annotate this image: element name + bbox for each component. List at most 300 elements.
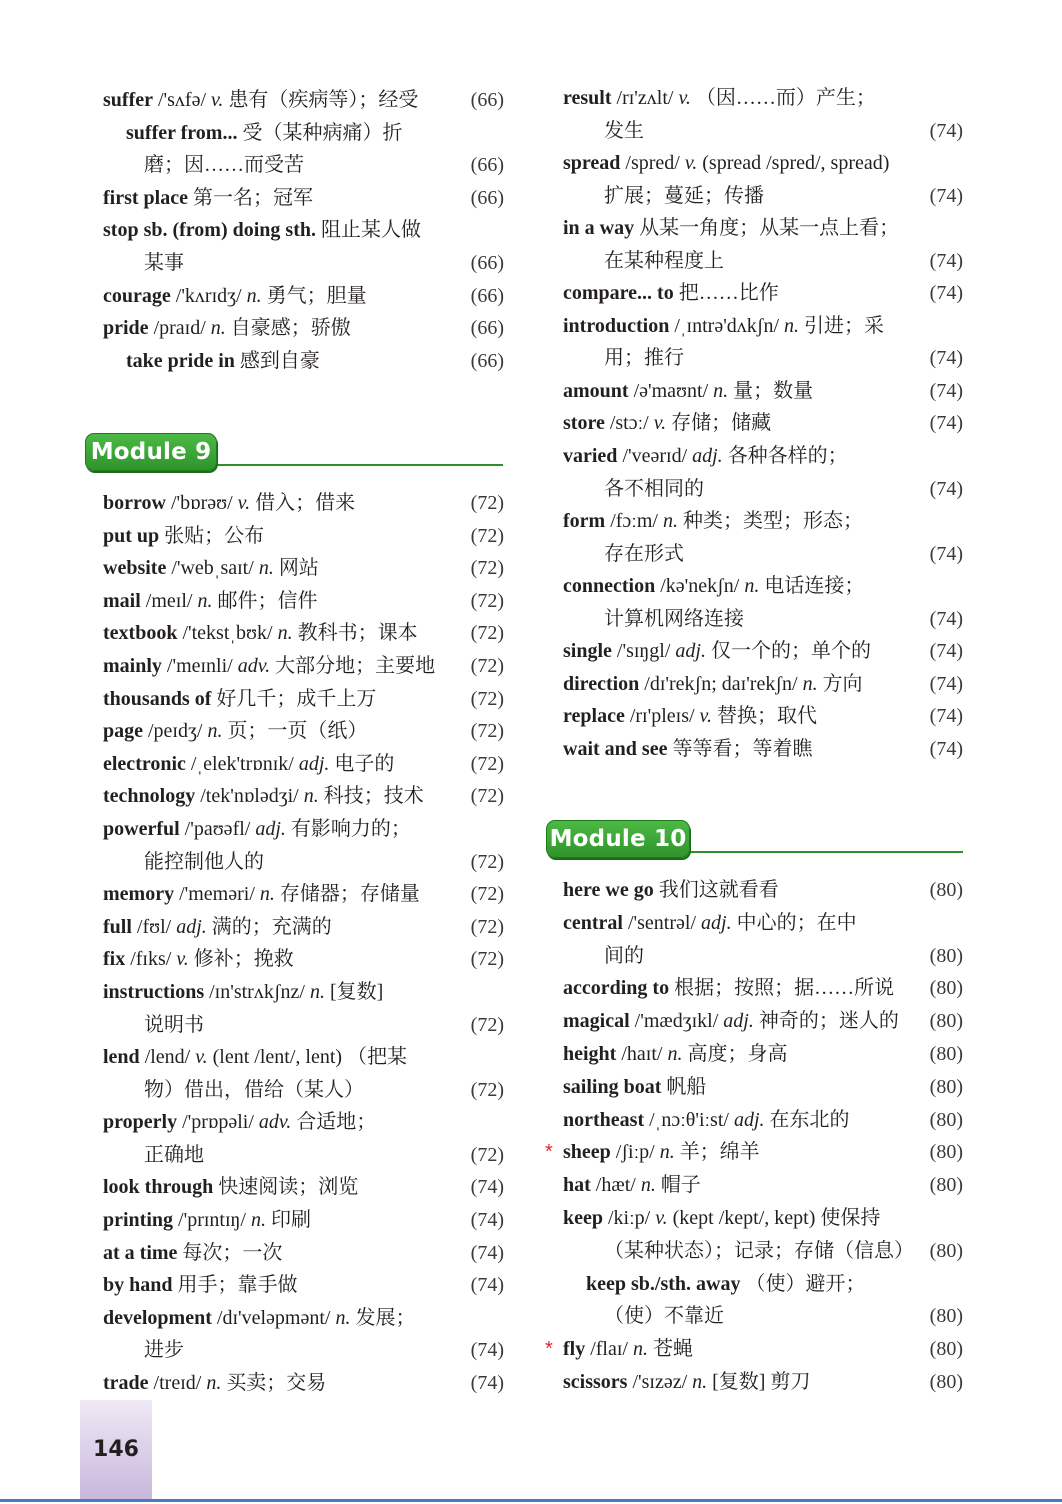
entry-text	[103, 214, 504, 247]
definition: 阻止某人做	[321, 219, 421, 242]
headword: sheep	[563, 1141, 611, 1164]
phonetic: /rɪ'pleɪs/	[629, 705, 695, 728]
headword: mainly	[103, 654, 162, 677]
headword: put up	[103, 524, 160, 547]
headword: by hand	[103, 1274, 173, 1297]
headword: instructions	[103, 980, 205, 1003]
module-badge	[85, 433, 217, 471]
phonetic: /fɪks/	[130, 948, 172, 971]
phonetic: /'veərɪd/	[622, 445, 688, 468]
vocab-entry	[563, 1071, 963, 1104]
module-header	[546, 820, 963, 856]
page-ref: (72)	[470, 752, 504, 775]
vocab-entry	[563, 212, 963, 245]
entry-text	[563, 635, 928, 668]
entry-text	[103, 487, 469, 520]
headword: page	[103, 720, 143, 743]
vocab-continuation	[563, 1300, 963, 1333]
headword: powerful	[103, 817, 180, 840]
vocab-subentry	[563, 1268, 963, 1301]
entry-text: * sheep /ʃiːp/ n. 羊；绵羊	[545, 1141, 760, 1164]
page-ref: (72)	[470, 1013, 504, 1036]
phonetic: /'bɒrəʊ/	[170, 492, 233, 514]
vocab-entry	[103, 617, 504, 650]
phonetic: /hæt/	[595, 1174, 636, 1197]
definition: 科技；技术	[323, 785, 424, 808]
entry-text	[103, 1171, 469, 1204]
entry-text	[144, 1139, 469, 1172]
vocab-entry	[563, 82, 963, 115]
part-of-speech: n.	[303, 785, 319, 808]
vocab-entry	[563, 1169, 963, 1202]
vocab-entry	[103, 813, 504, 846]
vocab-list	[563, 82, 963, 765]
page-ref: (74)	[470, 1372, 504, 1395]
definition: 从某一角度；从某一点上看；	[639, 217, 900, 240]
part-of-speech: v.	[678, 87, 691, 109]
headword: mail	[103, 589, 141, 612]
definition: 存在形式	[604, 542, 684, 565]
definition: 用手；靠手做	[177, 1274, 298, 1297]
page-ref: (80)	[929, 879, 963, 901]
phonetic: /ɪn'strʌkʃnz/	[209, 980, 305, 1003]
definition: [复数]	[329, 980, 384, 1003]
definition: 张贴；公布	[164, 524, 265, 547]
definition: 满的；充满的	[211, 915, 332, 938]
phonetic: /stɔː/	[609, 412, 649, 435]
definition: (kept /kept/, kept) 使保持	[672, 1206, 881, 1229]
page-ref: (80)	[929, 977, 963, 1000]
headword: wait and see	[563, 737, 668, 760]
page-ref: (74)	[929, 184, 963, 207]
entry-text	[103, 943, 469, 976]
headword: according to	[563, 977, 670, 1000]
headword: keep	[563, 1206, 603, 1229]
vocab-continuation	[563, 1235, 963, 1268]
page-ref: (80)	[929, 1141, 963, 1164]
vocab-entry	[103, 1106, 504, 1139]
part-of-speech: adv.	[258, 1111, 292, 1134]
entry-text	[563, 82, 963, 115]
part-of-speech: n.	[335, 1306, 351, 1329]
entry-text	[103, 878, 469, 911]
entry-text	[103, 976, 504, 1009]
definition: 各不相同的	[604, 477, 704, 500]
page-ref: (72)	[470, 850, 504, 873]
definition: 种类；类型；形态；	[682, 510, 863, 533]
phonetic: /lend/	[144, 1046, 191, 1069]
vocab-entry	[103, 1237, 504, 1270]
page-ref: (66)	[470, 349, 504, 372]
entry-text	[103, 280, 469, 313]
entry-text	[563, 700, 928, 733]
entry-text	[103, 1041, 504, 1074]
definition: 邮件；信件	[217, 589, 318, 612]
vocab-continuation	[563, 940, 963, 973]
headword: replace	[563, 705, 625, 728]
headword: central	[563, 911, 623, 934]
definition: 存储；储藏	[671, 412, 772, 435]
headword: lend	[103, 1046, 140, 1069]
phonetic: /ˌelek'trɒnɪk/	[190, 752, 294, 775]
definition: 用；推行	[604, 347, 684, 370]
part-of-speech: n.	[802, 672, 818, 695]
vocab-continuation	[103, 846, 504, 879]
vocab-entry	[545, 1136, 963, 1169]
vocab-entry	[563, 668, 963, 701]
definition: 帆船	[666, 1075, 707, 1098]
page-ref: (72)	[470, 524, 504, 547]
part-of-speech: v.	[176, 948, 189, 971]
page-ref: (74)	[929, 672, 963, 695]
definition: 发展；	[355, 1306, 416, 1329]
entry-text	[563, 407, 928, 440]
definition: 受（某种病痛）折	[242, 121, 403, 144]
page-ref: (66)	[470, 186, 504, 209]
entry-text	[563, 440, 963, 473]
definition: 中心的；在中	[736, 911, 857, 934]
headword: take pride in	[126, 349, 235, 372]
part-of-speech: n.	[692, 1370, 708, 1393]
entry-text	[103, 585, 469, 618]
definition: 神奇的；迷人的	[758, 1010, 899, 1033]
module-header	[85, 433, 503, 469]
vocab-entry	[563, 635, 963, 668]
vocab-entry	[103, 280, 504, 313]
phonetic: /flaɪ/	[590, 1338, 628, 1361]
page-ref: (66)	[470, 154, 504, 177]
page-ref: (80)	[929, 1338, 963, 1361]
part-of-speech: v.	[195, 1046, 208, 1069]
page-ref: (74)	[929, 249, 963, 272]
definition: 进步	[144, 1339, 184, 1362]
phonetic: /'kʌrɪdʒ/	[175, 284, 242, 307]
vocab-continuation	[103, 1139, 504, 1172]
page-ref: (80)	[929, 1174, 963, 1197]
definition: 量；数量	[733, 379, 814, 402]
entry-text	[103, 552, 469, 585]
headword: fly	[563, 1338, 586, 1361]
entry-text	[604, 342, 928, 375]
page-ref: (80)	[929, 1370, 963, 1393]
definition: 磨；因……而受苦	[144, 154, 304, 177]
entry-text	[604, 473, 928, 506]
vocab-entry	[103, 214, 504, 247]
vocab-continuation	[563, 115, 963, 148]
headword: suffer from...	[126, 121, 238, 144]
page-ref: (72)	[470, 785, 504, 808]
definition: 方向	[822, 672, 863, 695]
headword: store	[563, 412, 605, 435]
headword: full	[103, 915, 132, 938]
phonetic: /kə'nekʃn/	[660, 575, 740, 598]
entry-text	[563, 907, 963, 940]
vocab-continuation	[103, 1334, 504, 1367]
vocab-entry	[563, 1038, 963, 1071]
definition: 在某种程度上	[604, 249, 724, 272]
definition: 每次；一次	[182, 1241, 283, 1264]
page-ref: (72)	[470, 883, 504, 906]
vocab-entry	[103, 1041, 504, 1074]
entry-text	[563, 505, 963, 538]
entry-text	[563, 972, 928, 1005]
part-of-speech: adj.	[723, 1010, 754, 1033]
definition: 根据；按照；据……所说	[674, 977, 895, 1000]
part-of-speech: n.	[713, 379, 729, 402]
headword: scissors	[563, 1370, 628, 1393]
entry-text	[563, 1071, 928, 1104]
vocab-entry	[545, 1333, 963, 1366]
entry-text	[144, 1074, 469, 1107]
phonetic: /fɔːm/	[610, 510, 658, 533]
phonetic: /'sɪŋgl/	[616, 640, 671, 663]
definition: 印刷	[270, 1209, 311, 1232]
part-of-speech: n.	[259, 883, 275, 906]
definition: 有影响力的；	[290, 817, 411, 840]
page-number: 146	[93, 1437, 139, 1462]
definition: 高度；身高	[687, 1042, 788, 1065]
definition: 某事	[144, 251, 184, 274]
page-ref: (72)	[470, 720, 504, 743]
definition: （某种状态）；记录；存储（信息）	[604, 1239, 914, 1262]
page-ref: (74)	[470, 1209, 504, 1232]
part-of-speech: adj.	[176, 915, 207, 938]
phonetic: /dɪ'rekʃn; daɪ'rekʃn/	[644, 672, 798, 695]
page-ref: (74)	[470, 1176, 504, 1199]
definition: 电话连接；	[764, 575, 865, 598]
part-of-speech: adj.	[675, 640, 706, 663]
part-of-speech: adj.	[733, 1108, 765, 1131]
definition: 页；一页（纸）	[227, 720, 368, 743]
vocab-entry	[103, 84, 504, 117]
vocab-entry	[563, 1104, 963, 1137]
definition: 第一名；冠军	[192, 186, 313, 209]
entry-text	[563, 1038, 928, 1071]
headword: result	[563, 87, 612, 109]
vocab-entry	[103, 780, 504, 813]
phonetic: /haɪt/	[621, 1042, 663, 1065]
part-of-speech: n.	[206, 1372, 222, 1395]
headword: at a time	[103, 1241, 178, 1264]
part-of-speech: n.	[277, 622, 293, 645]
entry-text	[604, 603, 928, 636]
part-of-speech: v.	[684, 152, 698, 175]
page-ref: (74)	[470, 1274, 504, 1297]
definition: 修补；挽救	[193, 948, 294, 971]
page-ref: (74)	[929, 379, 963, 402]
vocab-entry	[563, 440, 963, 473]
vocab-continuation	[563, 473, 963, 506]
entry-text	[126, 345, 469, 378]
page-ref: (72)	[470, 1078, 504, 1101]
definition: 感到自豪	[239, 349, 320, 372]
part-of-speech: n.	[640, 1174, 656, 1197]
headword: borrow	[103, 492, 166, 514]
entry-text	[563, 1169, 928, 1202]
headword: in a way	[563, 217, 635, 240]
entry-text	[103, 911, 469, 944]
headword: single	[563, 640, 612, 663]
phonetic: /tek'nɒlədʒi/	[200, 785, 299, 808]
definition: 扩展；蔓延；传播	[604, 184, 764, 207]
page-ref: (72)	[470, 687, 504, 710]
definition: 间的	[604, 944, 644, 967]
part-of-speech: n.	[744, 575, 760, 598]
entry-text	[604, 940, 928, 973]
entry-text	[563, 1005, 928, 1038]
phonetic: /spred/	[625, 152, 680, 175]
page-ref: (74)	[929, 640, 963, 663]
definition: (lent /lent/, lent) （把某	[212, 1046, 408, 1069]
page-ref: (80)	[929, 1305, 963, 1328]
entry-text	[103, 748, 469, 781]
phonetic: /'paʊəfl/	[184, 817, 251, 840]
page-ref: (80)	[929, 1108, 963, 1131]
definition: 帽子	[660, 1174, 701, 1197]
page-ref: (66)	[470, 251, 504, 274]
page-ref: (72)	[470, 1143, 504, 1166]
vocab-entry	[103, 552, 504, 585]
page-ref: (74)	[929, 705, 963, 728]
definition: 计算机网络连接	[604, 607, 744, 630]
entry-text	[103, 1106, 504, 1139]
definition: 电子的	[334, 752, 395, 775]
entry-text	[563, 1104, 928, 1137]
definition: 存储器；存储量	[279, 883, 420, 906]
headword: northeast	[563, 1108, 645, 1131]
vocab-entry	[563, 375, 963, 408]
vocab-entry	[103, 312, 504, 345]
entry-text	[604, 538, 928, 571]
definition: 说明书	[144, 1013, 204, 1036]
entry-text	[144, 149, 469, 182]
page-ref: (66)	[470, 317, 504, 340]
entry-text	[103, 182, 469, 215]
definition: 羊；绵羊	[679, 1141, 760, 1164]
headword: sailing boat	[563, 1075, 662, 1098]
definition: 勇气；胆量	[266, 284, 367, 307]
headword: memory	[103, 883, 175, 906]
vocab-entry	[103, 585, 504, 618]
phonetic: /peɪdʒ/	[148, 720, 203, 743]
headword: first place	[103, 186, 188, 209]
phonetic: /rɪ'zʌlt/	[616, 87, 674, 109]
entry-text	[103, 312, 469, 345]
vocab-entry	[103, 715, 504, 748]
entry-text	[604, 245, 928, 278]
part-of-speech: v.	[699, 705, 712, 728]
entry-text	[103, 617, 469, 650]
vocab-entry	[563, 505, 963, 538]
vocab-entry	[563, 310, 963, 343]
entry-text	[563, 212, 963, 245]
entry-text	[103, 780, 469, 813]
vocab-entry	[103, 1269, 504, 1302]
page-ref: (72)	[470, 622, 504, 645]
page-ref: (74)	[929, 542, 963, 565]
definition: 合适地；	[296, 1111, 377, 1134]
part-of-speech: n.	[632, 1338, 648, 1361]
part-of-speech: v.	[655, 1206, 668, 1229]
part-of-speech: n.	[207, 720, 223, 743]
page-ref: (74)	[470, 1339, 504, 1362]
part-of-speech: adj.	[298, 752, 330, 775]
part-of-speech: adj.	[701, 911, 732, 934]
headword: compare... to	[563, 282, 674, 305]
vocab-entry	[103, 1204, 504, 1237]
definition: 物）借出，借给（某人）	[144, 1078, 364, 1101]
entry-text	[144, 247, 469, 280]
vocab-continuation	[563, 603, 963, 636]
entry-text	[563, 668, 928, 701]
entry-text	[563, 874, 928, 907]
definition: 能控制他人的	[144, 850, 264, 873]
headword: trade	[103, 1372, 149, 1395]
phonetic: /'tekstˌbʊk/	[182, 622, 273, 645]
vocab-entry	[103, 748, 504, 781]
page-ref: (80)	[929, 1010, 963, 1033]
headword: electronic	[103, 752, 186, 775]
vocab-entry	[563, 972, 963, 1005]
definition: （使）避开；	[745, 1272, 866, 1295]
entry-text	[604, 1300, 928, 1333]
page-ref: (74)	[929, 119, 963, 142]
part-of-speech: v.	[653, 412, 667, 435]
page-ref: (80)	[929, 1239, 963, 1262]
vocab-subentry	[103, 345, 504, 378]
phonetic: /'meɪnli/	[166, 654, 233, 677]
vocab-entry	[103, 520, 504, 553]
page-ref: (66)	[470, 89, 504, 111]
page-ref: (74)	[470, 1241, 504, 1264]
vocab-entry	[103, 976, 504, 1009]
definition: [复数] 剪刀	[712, 1370, 811, 1393]
part-of-speech: adj.	[692, 445, 723, 468]
headword: courage	[103, 284, 171, 307]
vocab-entry	[103, 943, 504, 976]
vocab-entry	[563, 147, 963, 180]
vocab-continuation	[563, 342, 963, 375]
part-of-speech: n.	[667, 1042, 683, 1065]
phonetic: /'sentrəl/	[627, 911, 697, 934]
headword: direction	[563, 672, 640, 695]
phonetic: /'prɒpəli/	[182, 1111, 254, 1134]
definition: (spread /spred/, spread)	[702, 152, 890, 175]
phonetic: /'sɪzəz/	[632, 1370, 688, 1393]
entry-text	[563, 1366, 928, 1399]
definition: 自豪感；骄傲	[230, 317, 351, 340]
definition: 买卖；交易	[226, 1372, 327, 1395]
definition: （使）不靠近	[604, 1305, 724, 1328]
vocab-entry	[563, 874, 963, 907]
entry-text	[103, 813, 504, 846]
definition: 快速阅读；浏览	[218, 1176, 359, 1199]
definition: 教科书；课本	[297, 622, 418, 645]
entry-text	[563, 733, 928, 766]
vocab-entry	[103, 182, 504, 215]
page-ref: (72)	[470, 589, 504, 612]
phonetic: /'mædʒɪkl/	[634, 1010, 719, 1033]
definition: 网站	[278, 557, 319, 580]
vocab-entry	[103, 878, 504, 911]
phonetic: /ˌnɔːθ'iːst/	[649, 1108, 729, 1131]
phonetic: /ʃiːp/	[615, 1141, 655, 1164]
vocab-list	[103, 84, 504, 377]
headword: website	[103, 557, 167, 580]
entry-text	[103, 520, 469, 553]
page-ref: (66)	[470, 284, 504, 307]
vocab-entry	[563, 733, 963, 766]
